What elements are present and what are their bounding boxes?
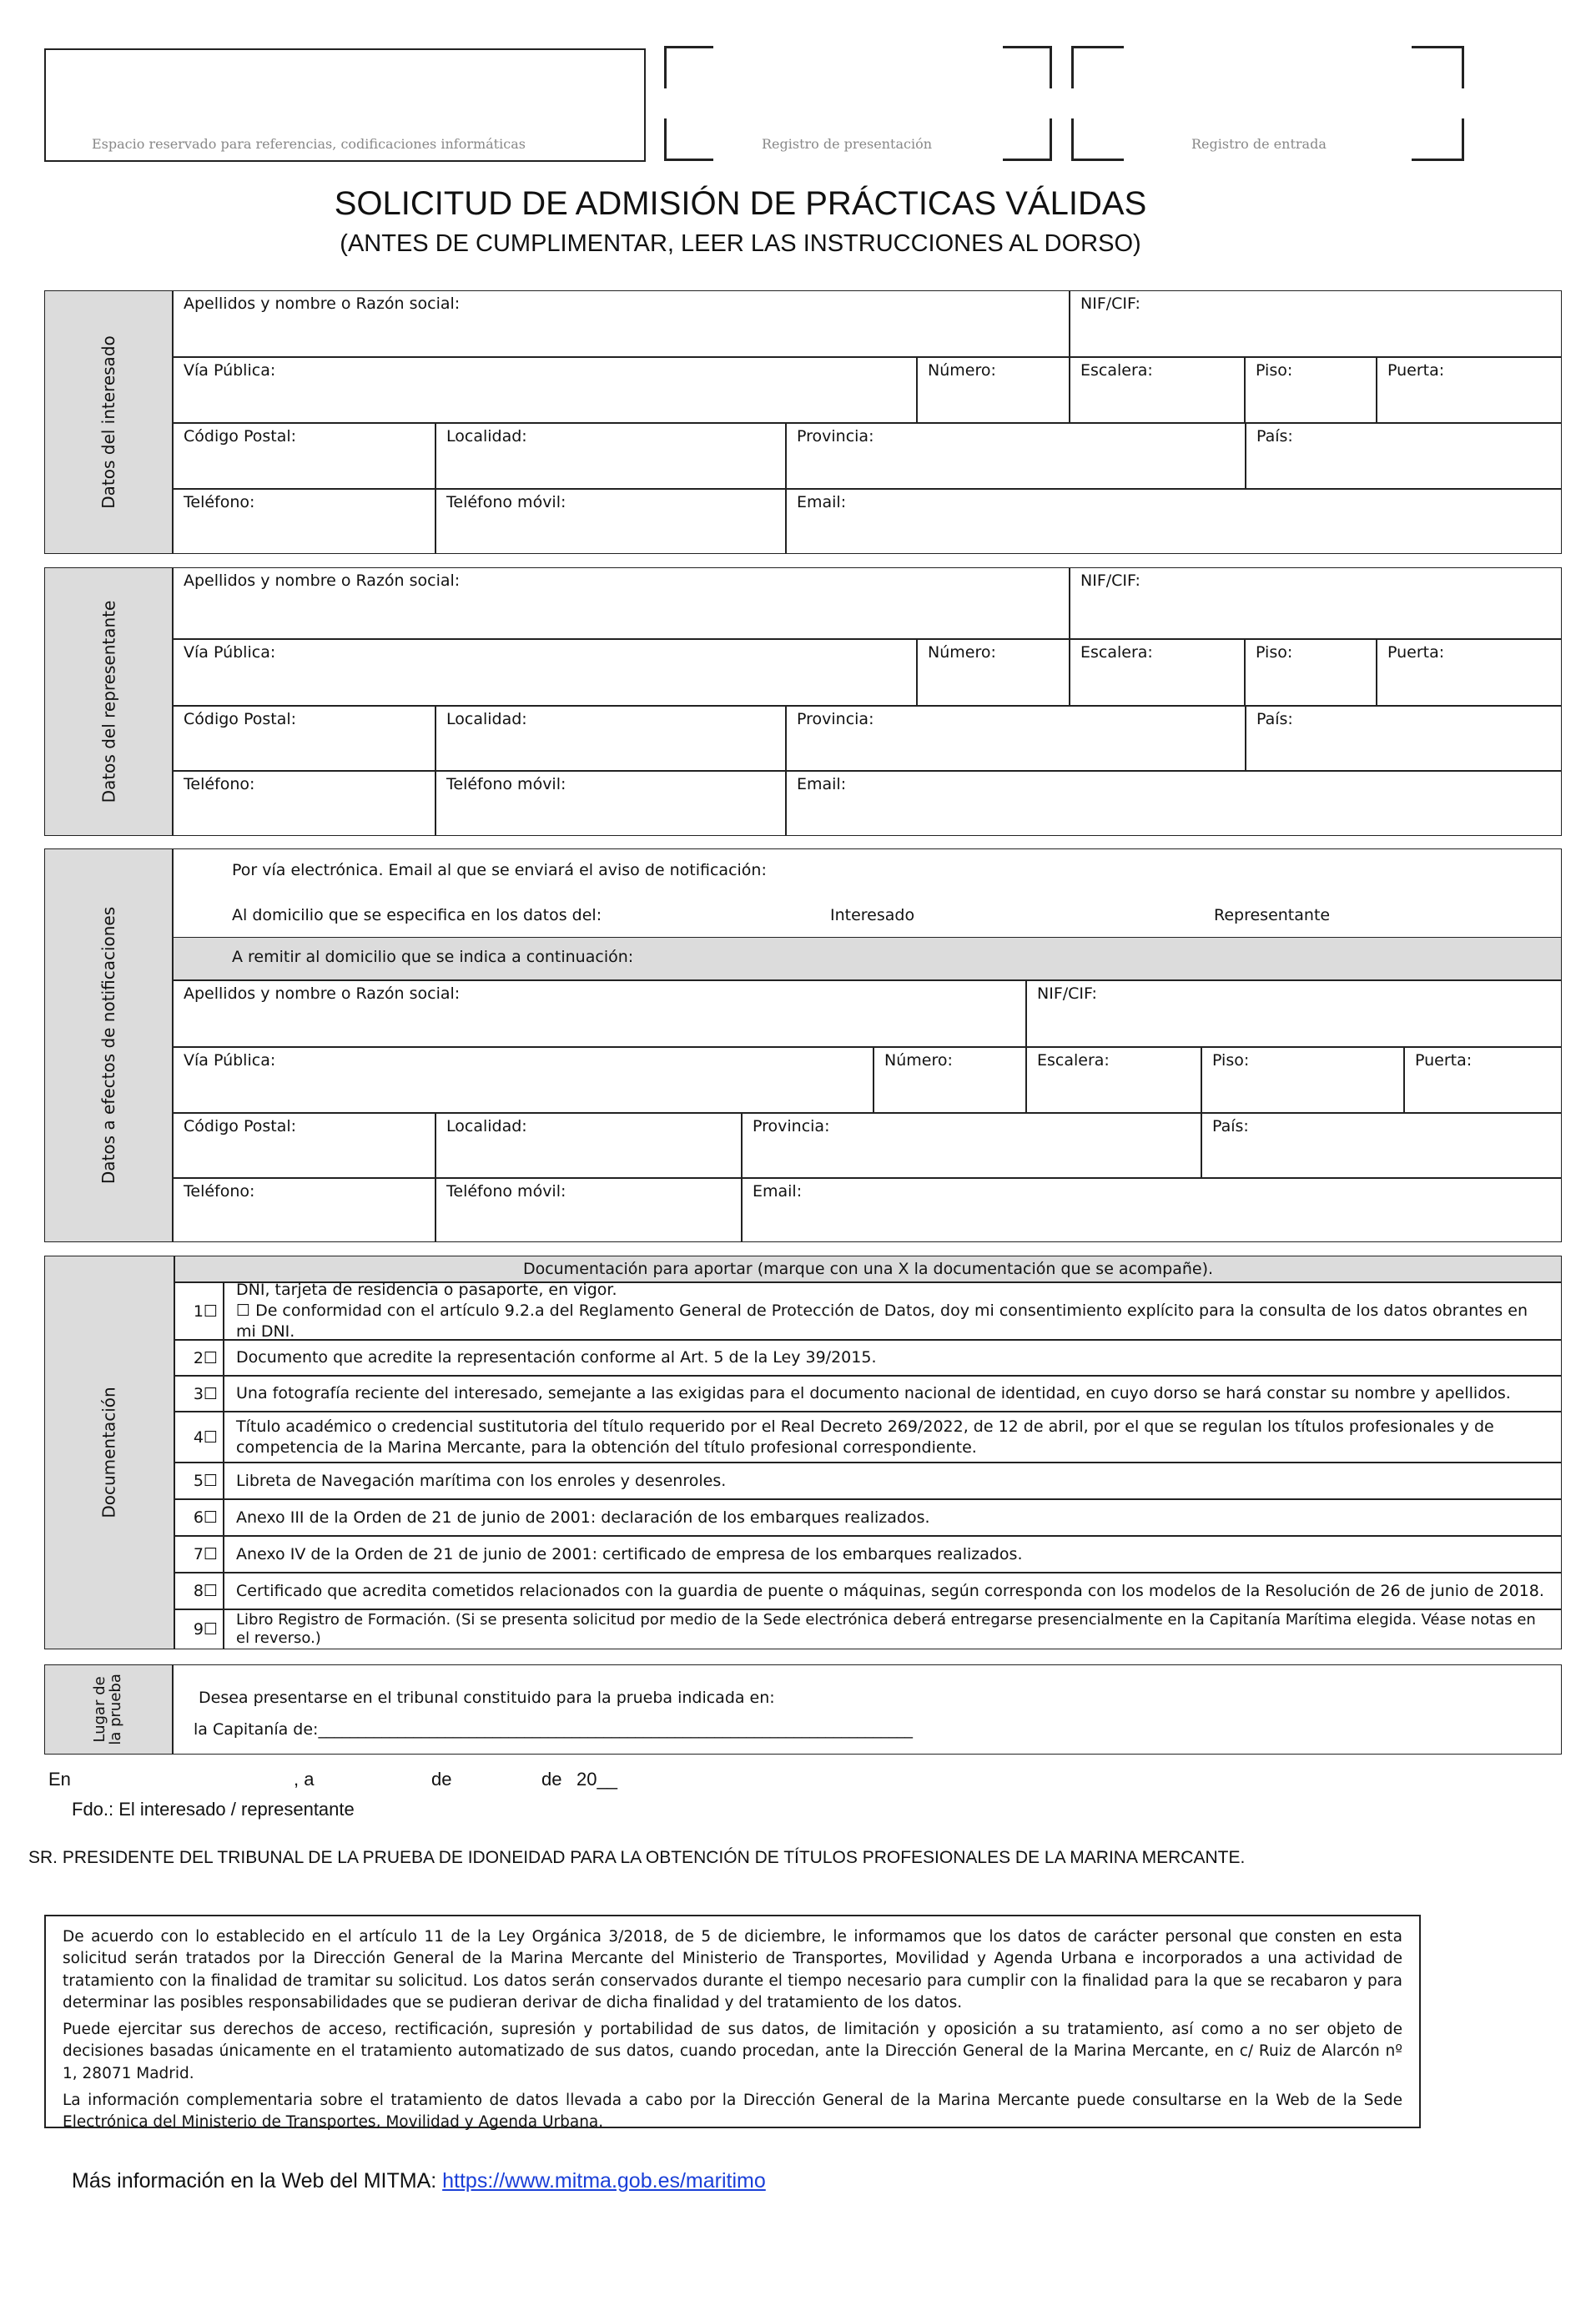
firma-fdo: Fdo.: El interesado / representante (72, 1799, 355, 1820)
reserved-space-label: Espacio reservado para referencias, codificaciones informáticas (92, 136, 526, 152)
field-numero[interactable]: Número: (917, 357, 1070, 423)
field-telefono[interactable]: Teléfono: (173, 489, 436, 554)
footer-label: Más información en la Web del MITMA: (72, 2169, 443, 2193)
option-electronica[interactable]: Por vía electrónica. Email al que se enviará el aviso de notificación: (232, 861, 767, 879)
firma-en: En (48, 1769, 71, 1790)
option-representante[interactable]: Representante (1214, 906, 1331, 924)
reserved-space-box (44, 48, 646, 162)
field-email[interactable]: Email: (742, 1178, 1562, 1242)
privacy-box (44, 1915, 1421, 2132)
field-pais[interactable]: País: (1246, 423, 1562, 489)
doc-checkbox-2[interactable]: 2☐ (174, 1340, 224, 1376)
field-apellidos[interactable]: Apellidos y nombre o Razón social: (173, 980, 1026, 1047)
field-escalera[interactable]: Escalera: (1070, 357, 1245, 423)
stamp-corner-br (1412, 118, 1464, 161)
privacy-p2: Puede ejercitar sus derechos de acceso, rectificación, supresión y portabilidad de sus datos, de limitación y oposición a su tratamiento, así como a no ser objeto de decisiones basadas únicamente en el tratamiento automatizado de sus datos, cuando procedan, ante la Dirección General de la Marina Mercante, en c/ Ruiz de Alarcón nº 1, 28071 Madrid. (63, 2021, 1402, 2082)
field-email[interactable]: Email: (786, 771, 1562, 836)
section-label-representante: Datos del representante (44, 567, 173, 836)
stamp-corner-br (1003, 118, 1052, 161)
field-escalera[interactable]: Escalera: (1070, 639, 1245, 706)
field-localidad[interactable]: Localidad: (436, 706, 786, 771)
field-puerta[interactable]: Puerta: (1404, 1047, 1562, 1113)
field-movil[interactable]: Teléfono móvil: (436, 489, 786, 554)
field-provincia[interactable]: Provincia: (742, 1113, 1201, 1178)
field-cp[interactable]: Código Postal: (173, 423, 436, 489)
stamp-corner-bl (664, 118, 713, 161)
page-subtitle: (ANTES DE CUMPLIMENTAR, LEER LAS INSTRUCCIONES AL DORSO) (340, 230, 1141, 257)
doc-item-1: DNI, tarjeta de residencia o pasaporte, en vigor. ☐ De conformidad con el artículo 9.2.a del Reglamento General de Protección de Datos, doy mi consentimiento explícito para la consulta de los datos obrantes en mi DNI. (224, 1282, 1562, 1340)
section-label-notificaciones: Datos a efectos de notificaciones (44, 848, 173, 1242)
field-via[interactable]: Vía Pública: (173, 1047, 874, 1113)
stamp-corner-tr (1412, 46, 1464, 88)
section-label-interesado: Datos del interesado (44, 290, 173, 554)
field-via[interactable]: Vía Pública: (173, 639, 917, 706)
field-email[interactable]: Email: (786, 489, 1562, 554)
registro-entrada-label: Registro de entrada (1191, 136, 1327, 152)
field-cp[interactable]: Código Postal: (173, 1113, 436, 1178)
doc-item-8: Certificado que acredita cometidos relacionados con la guardia de puente o máquinas, según corresponda con los modelos de la Resolución de 26 de junio de 2018. (224, 1573, 1562, 1609)
field-movil[interactable]: Teléfono móvil: (436, 771, 786, 836)
field-nif[interactable]: NIF/CIF: (1026, 980, 1562, 1047)
privacy-p3: La información complementaria sobre el tratamiento de datos llevada a cabo por la Dirección General de la Marina Mercante puede consultarse en la Web de la Sede Electrónica del Ministerio de Transportes, Movilidad y Agenda Urbana. (63, 2091, 1402, 2132)
doc-checkbox-6[interactable]: 6☐ (174, 1499, 224, 1536)
field-provincia[interactable]: Provincia: (786, 423, 1246, 489)
firma-a: , a (294, 1769, 315, 1790)
doc-item-7: Anexo IV de la Orden de 21 de junio de 2001: certificado de empresa de los embarques realizados. (224, 1536, 1562, 1573)
stamp-corner-bl (1071, 118, 1124, 161)
field-numero[interactable]: Número: (917, 639, 1070, 706)
field-puerta[interactable]: Puerta: (1377, 639, 1562, 706)
page-title: SOLICITUD DE ADMISIÓN DE PRÁCTICAS VÁLIDAS (334, 185, 1147, 222)
firma-anio[interactable]: 20__ (576, 1769, 617, 1790)
doc-item-4: Título académico o credencial sustitutoria del título requerido por el Real Decreto 269/2022, de 12 de abril, por el que se regulan los títulos profesionales y de competencia de la Marina Mercante, para la obtención del título profesional correspondiente. (224, 1412, 1562, 1463)
field-pais[interactable]: País: (1201, 1113, 1562, 1178)
doc-item-3: Una fotografía reciente del interesado, semejante a las exigidas para el documento nacional de identidad, en cuyo dorso se hará constar su nombre y apellidos. (224, 1376, 1562, 1412)
field-cp[interactable]: Código Postal: (173, 706, 436, 771)
field-numero[interactable]: Número: (874, 1047, 1026, 1113)
notificaciones-options (173, 848, 1562, 937)
privacy-p1: De acuerdo con lo establecido en el artículo 11 de la Ley Orgánica 3/2018, de 5 de diciembre, le informamos que los datos de carácter personal que consten en esta solicitud serán tratados por la Dirección General de la Marina Mercante del Ministerio de Transportes, Movilidad y Agenda Urbana e incorporados a una actividad de tratamiento con la finalidad de tramitar su solicitud. Los datos serán conservados durante el tiempo necesario para cumplir con la finalidad para la que se recabaron y para determinar las posibles responsabilidades que se pudieran derivar de dicha finalidad y del tratamiento de los datos. (63, 1928, 1402, 2011)
field-piso[interactable]: Piso: (1201, 1047, 1404, 1113)
doc-checkbox-9[interactable]: 9☐ (174, 1609, 224, 1649)
section-label-documentacion: Documentación (44, 1256, 174, 1649)
doc-checkbox-4[interactable]: 4☐ (174, 1412, 224, 1463)
stamp-corner-tr (1003, 46, 1052, 88)
registro-presentacion-label: Registro de presentación (762, 136, 933, 152)
documentacion-header: Documentación para aportar (marque con una X la documentación que se acompañe). (174, 1256, 1562, 1282)
field-piso[interactable]: Piso: (1245, 639, 1377, 706)
mitma-link[interactable]: https://www.mitma.gob.es/maritimo (442, 2169, 766, 2193)
lugar-box (173, 1664, 1562, 1755)
field-piso[interactable]: Piso: (1245, 357, 1377, 423)
doc-checkbox-1[interactable]: 1☐ (174, 1282, 224, 1340)
capitania-field[interactable]: la Capitanía de:___________________________________________________________________________ (194, 1720, 913, 1739)
lugar-line1: Desea presentarse en el tribunal constituido para la prueba indicada en: (199, 1689, 775, 1707)
footer-info (72, 2169, 766, 2193)
field-telefono[interactable]: Teléfono: (173, 771, 436, 836)
field-apellidos[interactable]: Apellidos y nombre o Razón social: (173, 290, 1070, 357)
dni-consent-checkbox[interactable]: ☐ De conformidad con el artículo 9.2.a del Reglamento General de Protección de Datos, doy mi consentimiento explícito para la consulta de los datos obrantes en mi DNI. (236, 1301, 1528, 1341)
doc-item-5: Libreta de Navegación marítima con los enroles y desenroles. (224, 1463, 1562, 1499)
destinatario: SR. PRESIDENTE DEL TRIBUNAL DE LA PRUEBA DE IDONEIDAD PARA LA OBTENCIÓN DE TÍTULOS PROFESIONALES DE LA MARINA MERCANTE. (28, 1848, 1246, 1867)
field-nif[interactable]: NIF/CIF: (1070, 290, 1562, 357)
option-interesado[interactable]: Interesado (830, 906, 915, 924)
doc-checkbox-8[interactable]: 8☐ (174, 1573, 224, 1609)
stamp-corner-tl (1071, 46, 1124, 88)
field-apellidos[interactable]: Apellidos y nombre o Razón social: (173, 567, 1070, 639)
firma-de2: de (541, 1769, 562, 1790)
firma-de1: de (431, 1769, 452, 1790)
doc-item-9: Libro Registro de Formación. (Si se presenta solicitud por medio de la Sede electrónica deberá entregarse presencialmente en la Capitanía Marítima elegida. Véase notas en el reverso.) (224, 1609, 1562, 1649)
stamp-corner-tl (664, 46, 713, 88)
doc-item-6: Anexo III de la Orden de 21 de junio de 2001: declaración de los embarques realizados. (224, 1499, 1562, 1536)
option-remitir[interactable]: A remitir al domicilio que se indica a continuación: (173, 937, 1562, 980)
field-puerta[interactable]: Puerta: (1377, 357, 1562, 423)
field-localidad[interactable]: Localidad: (436, 1113, 742, 1178)
option-domicilio: Al domicilio que se especifica en los datos del: (232, 906, 602, 924)
doc-item-2: Documento que acredite la representación conforme al Art. 5 de la Ley 39/2015. (224, 1340, 1562, 1376)
field-movil[interactable]: Teléfono móvil: (436, 1178, 742, 1242)
doc-checkbox-3[interactable]: 3☐ (174, 1376, 224, 1412)
field-escalera[interactable]: Escalera: (1026, 1047, 1201, 1113)
field-nif[interactable]: NIF/CIF: (1070, 567, 1562, 639)
field-pais[interactable]: País: (1246, 706, 1562, 771)
field-telefono[interactable]: Teléfono: (173, 1178, 436, 1242)
doc-checkbox-5[interactable]: 5☐ (174, 1463, 224, 1499)
field-via[interactable]: Vía Pública: (173, 357, 917, 423)
field-provincia[interactable]: Provincia: (786, 706, 1246, 771)
doc-checkbox-7[interactable]: 7☐ (174, 1536, 224, 1573)
section-label-lugar: Lugar de la prueba (44, 1664, 173, 1755)
field-localidad[interactable]: Localidad: (436, 423, 786, 489)
